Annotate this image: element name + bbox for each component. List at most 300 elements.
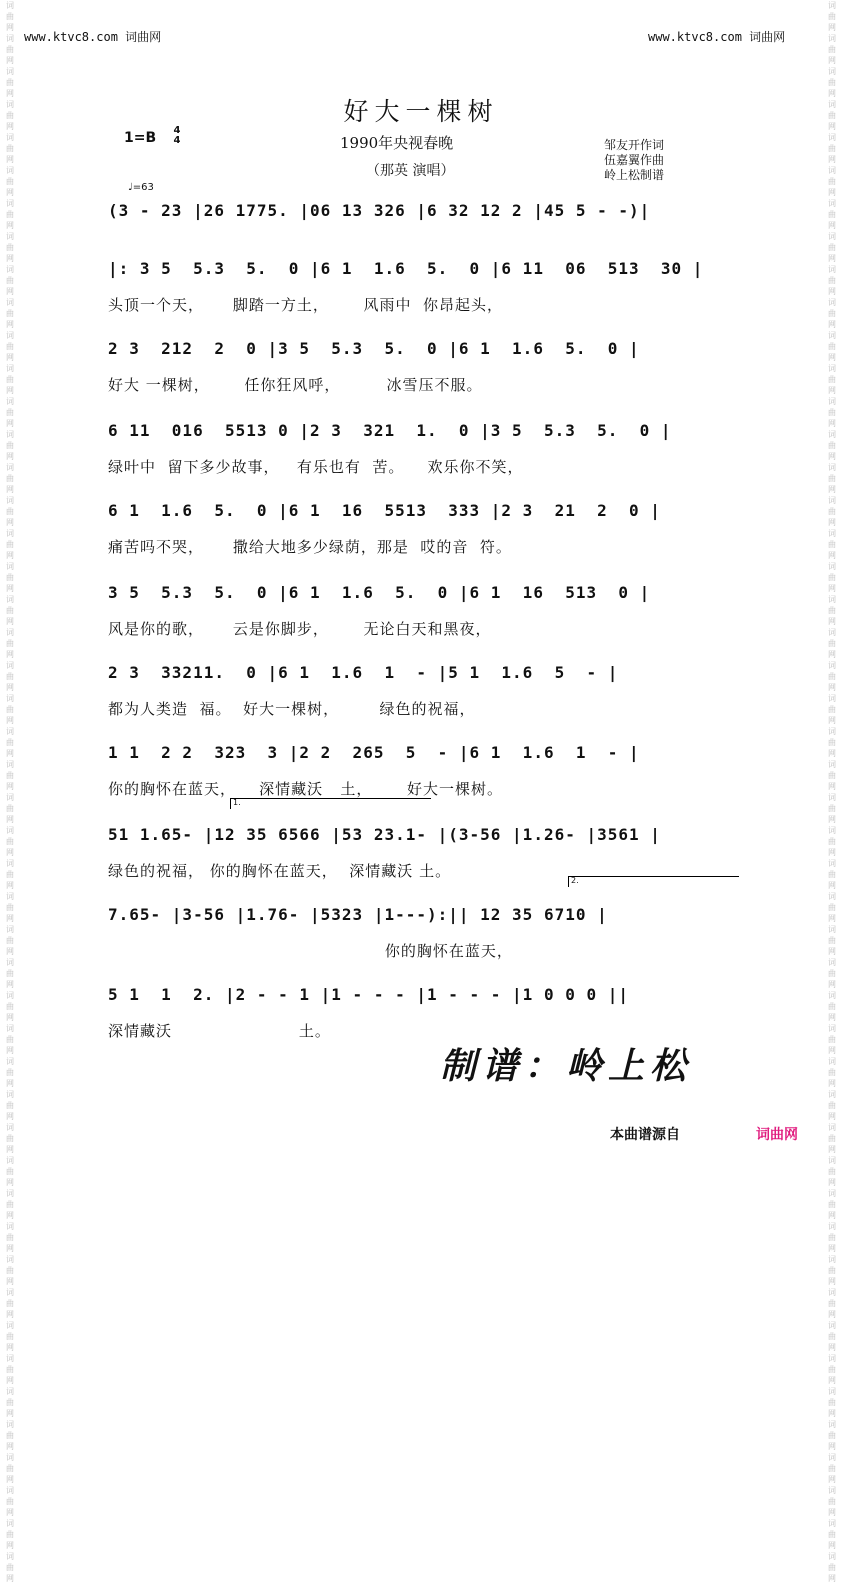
credit-composer: 伍嘉翼作曲: [604, 153, 665, 167]
watermark-glyph: 曲: [828, 243, 836, 252]
watermark-glyph: 曲: [828, 837, 836, 846]
watermark-glyph: 曲: [6, 1563, 14, 1572]
watermark-glyph: 词: [828, 529, 836, 538]
watermark-glyph: 网: [6, 848, 14, 857]
watermark-glyph: 曲: [828, 1464, 836, 1473]
watermark-glyph: 词: [828, 661, 836, 670]
watermark-glyph: 曲: [828, 1167, 836, 1176]
watermark-glyph: 网: [828, 1475, 836, 1484]
watermark-glyph: 词: [6, 298, 14, 307]
watermark-glyph: 词: [828, 1288, 836, 1297]
watermark-glyph: 曲: [6, 408, 14, 417]
watermark-glyph: 网: [828, 56, 836, 65]
watermark-glyph: 曲: [6, 903, 14, 912]
watermark-glyph: 曲: [828, 639, 836, 648]
watermark-glyph: 网: [828, 1574, 836, 1583]
watermark-glyph: 词: [6, 694, 14, 703]
watermark-glyph: 曲: [6, 771, 14, 780]
performer: （那英 演唱）: [366, 163, 455, 179]
watermark-glyph: 曲: [6, 540, 14, 549]
watermark-glyph: 词: [828, 925, 836, 934]
watermark-glyph: 曲: [6, 1398, 14, 1407]
watermark-glyph: 曲: [828, 78, 836, 87]
watermark-glyph: 词: [6, 562, 14, 571]
watermark-glyph: 词: [828, 298, 836, 307]
watermark-glyph: 词: [828, 1123, 836, 1132]
watermark-glyph: 曲: [6, 111, 14, 120]
watermark-glyph: 词: [6, 1189, 14, 1198]
watermark-glyph: 网: [6, 1475, 14, 1484]
watermark-glyph: 曲: [6, 672, 14, 681]
watermark-glyph: 网: [828, 353, 836, 362]
watermark-glyph: 网: [6, 221, 14, 230]
watermark-glyph: 曲: [828, 1233, 836, 1242]
watermark-glyph: 网: [6, 155, 14, 164]
watermark-glyph: 网: [6, 1178, 14, 1187]
watermark-glyph: 词: [6, 595, 14, 604]
lyrics-line: 都为人类造 福。 好大一棵树， 绿色的祝福，: [108, 700, 476, 718]
watermark-glyph: 词: [6, 958, 14, 967]
watermark-glyph: 词: [6, 1222, 14, 1231]
watermark-glyph: 词: [828, 793, 836, 802]
watermark-glyph: 曲: [828, 177, 836, 186]
lyrics-line: 头顶一个天， 脚踏一方土， 风雨中 你昂起头，: [108, 296, 503, 314]
watermark-glyph: 词: [828, 1255, 836, 1264]
watermark-glyph: 网: [828, 1409, 836, 1418]
watermark-glyph: 曲: [6, 936, 14, 945]
watermark-glyph: 曲: [828, 804, 836, 813]
watermark-glyph: 网: [828, 881, 836, 890]
watermark-glyph: 网: [6, 683, 14, 692]
watermark-glyph: 网: [6, 1013, 14, 1022]
watermark-glyph: 网: [828, 1178, 836, 1187]
watermark-glyph: 曲: [6, 210, 14, 219]
watermark-glyph: 网: [6, 1079, 14, 1088]
watermark-glyph: 曲: [828, 672, 836, 681]
watermark-glyph: 词: [6, 1123, 14, 1132]
watermark-glyph: 曲: [6, 1233, 14, 1242]
watermark-glyph: 网: [828, 254, 836, 263]
watermark-glyph: 词: [6, 1288, 14, 1297]
watermark-glyph: 曲: [828, 45, 836, 54]
watermark-glyph: 词: [6, 34, 14, 43]
watermark-glyph: 词: [828, 958, 836, 967]
watermark-glyph: 词: [6, 1156, 14, 1165]
watermark-glyph: 曲: [6, 144, 14, 153]
watermark-glyph: 网: [828, 23, 836, 32]
watermark-glyph: 词: [828, 133, 836, 142]
watermark-glyph: 词: [828, 265, 836, 274]
watermark-glyph: 词: [828, 463, 836, 472]
time-signature: [172, 126, 182, 146]
watermark-glyph: 网: [6, 1376, 14, 1385]
watermark-glyph: 网: [828, 716, 836, 725]
watermark-glyph: 词: [828, 1156, 836, 1165]
watermark-glyph: 曲: [828, 408, 836, 417]
watermark-glyph: 网: [828, 1079, 836, 1088]
watermark-glyph: 词: [6, 265, 14, 274]
watermark-glyph: 词: [828, 1387, 836, 1396]
watermark-glyph: 曲: [828, 342, 836, 351]
melody-notes: 2 3 212 2 0 |3 5 5.3 5. 0 |6 1 1.6 5. 0 |: [108, 339, 640, 358]
watermark-glyph: 词: [828, 991, 836, 1000]
watermark-glyph: 词: [828, 1189, 836, 1198]
watermark-glyph: 曲: [828, 903, 836, 912]
watermark-glyph: 网: [6, 617, 14, 626]
watermark-glyph: 网: [6, 56, 14, 65]
watermark-glyph: 曲: [828, 309, 836, 318]
watermark-glyph: 曲: [6, 705, 14, 714]
watermark-glyph: 网: [828, 1244, 836, 1253]
watermark-glyph: 曲: [6, 507, 14, 516]
watermark-glyph: 曲: [6, 1464, 14, 1473]
watermark-glyph: 网: [828, 1013, 836, 1022]
watermark-glyph: 词: [828, 760, 836, 769]
watermark-glyph: 词: [6, 1354, 14, 1363]
watermark-glyph: 词: [828, 1222, 836, 1231]
watermark-glyph: 曲: [828, 1299, 836, 1308]
melody-notes: 7.65- |3-56 |1.76- |5323 |1---):|| 12 35 6710 |: [108, 905, 608, 924]
watermark-glyph: 网: [6, 1508, 14, 1517]
watermark-right: [824, 0, 840, 1583]
watermark-glyph: 词: [6, 232, 14, 241]
lyrics-line: 深情藏沃 土。: [108, 1022, 331, 1040]
watermark-glyph: 曲: [6, 1332, 14, 1341]
watermark-glyph: 网: [6, 89, 14, 98]
watermark-glyph: 曲: [6, 1200, 14, 1209]
watermark-glyph: 词: [828, 1321, 836, 1330]
watermark-glyph: 曲: [6, 342, 14, 351]
watermark-glyph: 曲: [6, 1134, 14, 1143]
watermark-glyph: 词: [828, 1486, 836, 1495]
watermark-glyph: 词: [828, 232, 836, 241]
watermark-glyph: 网: [828, 1277, 836, 1286]
watermark-glyph: 曲: [6, 78, 14, 87]
watermark-glyph: 网: [6, 1277, 14, 1286]
watermark-glyph: 词: [828, 1420, 836, 1429]
melody-notes: 6 11 016 5513 0 |2 3 321 1. 0 |3 5 5.3 5. 0 |: [108, 421, 672, 440]
header-site-right: www.ktvc8.com 词曲网: [648, 30, 786, 44]
watermark-glyph: 曲: [6, 1497, 14, 1506]
watermark-glyph: 曲: [828, 474, 836, 483]
watermark-glyph: 曲: [6, 375, 14, 384]
volta-1: [230, 798, 431, 809]
watermark-glyph: 曲: [828, 1068, 836, 1077]
watermark-glyph: 网: [828, 1145, 836, 1154]
watermark-glyph: 网: [6, 782, 14, 791]
watermark-glyph: 词: [6, 364, 14, 373]
watermark-glyph: 曲: [6, 1431, 14, 1440]
watermark-glyph: 网: [6, 1211, 14, 1220]
watermark-glyph: 词: [828, 694, 836, 703]
watermark-glyph: 曲: [828, 1035, 836, 1044]
watermark-glyph: 词: [6, 1519, 14, 1528]
watermark-glyph: 曲: [6, 1167, 14, 1176]
watermark-glyph: 曲: [6, 45, 14, 54]
watermark-glyph: 网: [6, 122, 14, 131]
watermark-glyph: 曲: [828, 441, 836, 450]
lyrics-line: 风是你的歌， 云是你脚步， 无论白天和黑夜，: [108, 620, 492, 638]
watermark-glyph: 词: [828, 1552, 836, 1561]
watermark-glyph: 网: [828, 1211, 836, 1220]
watermark-glyph: 词: [6, 397, 14, 406]
watermark-glyph: 词: [828, 826, 836, 835]
watermark-glyph: 曲: [828, 1431, 836, 1440]
credits: [604, 138, 664, 183]
watermark-glyph: 网: [6, 914, 14, 923]
watermark-glyph: 网: [828, 89, 836, 98]
watermark-left: [2, 0, 18, 1583]
watermark-glyph: 网: [6, 1046, 14, 1055]
watermark-glyph: 词: [6, 133, 14, 142]
watermark-glyph: 曲: [828, 12, 836, 21]
watermark-glyph: 词: [828, 364, 836, 373]
watermark-glyph: 词: [6, 496, 14, 505]
watermark-glyph: 曲: [6, 837, 14, 846]
watermark-glyph: 词: [6, 925, 14, 934]
watermark-glyph: 词: [6, 991, 14, 1000]
watermark-glyph: 网: [6, 419, 14, 428]
watermark-glyph: 曲: [6, 441, 14, 450]
subtitle: 1990年央视春晚: [340, 134, 454, 152]
watermark-glyph: 网: [828, 1310, 836, 1319]
volta-1-label: 1.: [233, 798, 241, 807]
watermark-glyph: 网: [6, 584, 14, 593]
watermark-glyph: 曲: [6, 606, 14, 615]
watermark-glyph: 曲: [828, 573, 836, 582]
watermark-glyph: 网: [828, 1112, 836, 1121]
melody-notes: 1 1 2 2 323 3 |2 2 265 5 - |6 1 1.6 1 - |: [108, 743, 640, 762]
watermark-glyph: 网: [828, 518, 836, 527]
watermark-glyph: 词: [828, 67, 836, 76]
volta-2-label: 2.: [571, 876, 579, 885]
watermark-glyph: 网: [6, 749, 14, 758]
watermark-glyph: 曲: [6, 1299, 14, 1308]
lyrics-line: 绿叶中 留下多少故事， 有乐也有 苦。 欢乐你不笑，: [108, 458, 524, 476]
watermark-glyph: 网: [6, 815, 14, 824]
melody-notes: 6 1 1.6 5. 0 |6 1 16 5513 333 |2 3 21 2 0 |: [108, 501, 661, 520]
watermark-glyph: 词: [828, 562, 836, 571]
watermark-glyph: 曲: [6, 1530, 14, 1539]
watermark-glyph: 词: [6, 529, 14, 538]
watermark-glyph: 曲: [6, 243, 14, 252]
credit-transcriber: 岭上松制谱: [604, 168, 665, 182]
watermark-glyph: 曲: [6, 276, 14, 285]
melody-notes: 51 1.65- |12 35 6566 |53 23.1- |(3-56 |1.26- |3561 |: [108, 825, 661, 844]
watermark-glyph: 网: [828, 122, 836, 131]
watermark-glyph: 网: [6, 1244, 14, 1253]
watermark-glyph: 网: [6, 452, 14, 461]
watermark-glyph: 词: [828, 331, 836, 340]
watermark-glyph: 网: [6, 353, 14, 362]
volta-2: [568, 876, 739, 887]
watermark-glyph: 网: [828, 683, 836, 692]
watermark-glyph: 网: [828, 452, 836, 461]
watermark-glyph: 词: [828, 595, 836, 604]
watermark-glyph: 词: [6, 661, 14, 670]
watermark-glyph: 曲: [828, 1002, 836, 1011]
watermark-glyph: 曲: [828, 606, 836, 615]
watermark-glyph: 网: [6, 254, 14, 263]
watermark-glyph: 曲: [828, 1563, 836, 1572]
watermark-glyph: 词: [6, 628, 14, 637]
watermark-glyph: 曲: [828, 1200, 836, 1209]
watermark-glyph: 词: [6, 1552, 14, 1561]
time-sig-bottom: 4: [173, 135, 181, 146]
watermark-glyph: 网: [828, 782, 836, 791]
watermark-glyph: 词: [6, 199, 14, 208]
watermark-glyph: 曲: [828, 1398, 836, 1407]
watermark-glyph: 词: [828, 1354, 836, 1363]
lyrics-line: 你的胸怀在蓝天， 深情藏沃 土， 好大一棵树。: [108, 780, 503, 798]
watermark-glyph: 曲: [828, 375, 836, 384]
watermark-glyph: 曲: [828, 507, 836, 516]
melody-notes: |: 3 5 5.3 5. 0 |6 1 1.6 5. 0 |6 11 06 513 30 |: [108, 259, 704, 278]
watermark-glyph: 曲: [828, 1134, 836, 1143]
watermark-glyph: 词: [828, 1090, 836, 1099]
watermark-glyph: 网: [828, 1343, 836, 1352]
watermark-glyph: 网: [6, 716, 14, 725]
watermark-glyph: 词: [828, 1057, 836, 1066]
watermark-glyph: 网: [6, 188, 14, 197]
watermark-glyph: 词: [6, 1420, 14, 1429]
watermark-glyph: 曲: [6, 573, 14, 582]
watermark-glyph: 词: [6, 793, 14, 802]
watermark-glyph: 曲: [6, 474, 14, 483]
watermark-glyph: 网: [828, 386, 836, 395]
header-site-left: www.ktvc8.com 词曲网: [24, 30, 162, 44]
watermark-glyph: 网: [6, 1112, 14, 1121]
melody-notes: 5 1 1 2. |2 - - 1 |1 - - - |1 - - - |1 0 0 0 ||: [108, 985, 630, 1004]
watermark-glyph: 词: [828, 34, 836, 43]
watermark-glyph: 网: [6, 287, 14, 296]
watermark-glyph: 词: [828, 628, 836, 637]
watermark-glyph: 曲: [6, 1101, 14, 1110]
watermark-glyph: 曲: [6, 1035, 14, 1044]
watermark-glyph: 网: [6, 1343, 14, 1352]
watermark-glyph: 曲: [828, 771, 836, 780]
watermark-glyph: 网: [828, 1442, 836, 1451]
watermark-glyph: 曲: [6, 969, 14, 978]
watermark-glyph: 网: [6, 1409, 14, 1418]
watermark-glyph: 网: [828, 947, 836, 956]
watermark-glyph: 网: [828, 188, 836, 197]
watermark-glyph: 网: [6, 980, 14, 989]
watermark-glyph: 网: [828, 320, 836, 329]
watermark-glyph: 词: [6, 826, 14, 835]
watermark-glyph: 网: [6, 650, 14, 659]
watermark-glyph: 曲: [6, 309, 14, 318]
watermark-glyph: 词: [828, 1519, 836, 1528]
watermark-glyph: 网: [828, 485, 836, 494]
watermark-glyph: 词: [828, 1024, 836, 1033]
watermark-glyph: 曲: [6, 177, 14, 186]
lyrics-line: 你的胸怀在蓝天，: [108, 942, 513, 960]
watermark-glyph: 词: [6, 67, 14, 76]
watermark-glyph: 词: [828, 166, 836, 175]
watermark-glyph: 词: [6, 760, 14, 769]
watermark-glyph: 网: [828, 1376, 836, 1385]
watermark-glyph: 曲: [828, 1497, 836, 1506]
watermark-glyph: 曲: [6, 870, 14, 879]
watermark-glyph: 曲: [6, 738, 14, 747]
watermark-glyph: 词: [6, 727, 14, 736]
time-sig-top: 4: [173, 125, 181, 136]
watermark-glyph: 网: [6, 23, 14, 32]
watermark-glyph: 网: [828, 551, 836, 560]
watermark-glyph: 网: [6, 1310, 14, 1319]
key-signature: 1=B: [124, 130, 157, 146]
watermark-glyph: 网: [6, 1541, 14, 1550]
watermark-glyph: 网: [6, 551, 14, 560]
watermark-glyph: 词: [6, 859, 14, 868]
watermark-glyph: 曲: [6, 804, 14, 813]
watermark-glyph: 词: [6, 1, 14, 10]
watermark-glyph: 曲: [6, 1002, 14, 1011]
footer-source: 本曲谱源自: [610, 1127, 680, 1143]
watermark-glyph: 曲: [828, 738, 836, 747]
watermark-glyph: 词: [6, 1057, 14, 1066]
watermark-glyph: 曲: [6, 12, 14, 21]
watermark-glyph: 网: [828, 1541, 836, 1550]
lyrics-line: 痛苦吗不哭， 撒给大地多少绿荫，那是 哎的音 符。: [108, 538, 512, 556]
melody-notes: 3 5 5.3 5. 0 |6 1 1.6 5. 0 |6 1 16 513 0 |: [108, 583, 651, 602]
watermark-glyph: 网: [828, 1046, 836, 1055]
watermark-glyph: 曲: [828, 1365, 836, 1374]
watermark-glyph: 词: [6, 892, 14, 901]
watermark-glyph: 网: [828, 980, 836, 989]
watermark-glyph: 网: [6, 320, 14, 329]
watermark-glyph: 网: [828, 287, 836, 296]
watermark-glyph: 词: [6, 1321, 14, 1330]
watermark-glyph: 词: [828, 397, 836, 406]
watermark-glyph: 词: [6, 166, 14, 175]
watermark-glyph: 曲: [828, 111, 836, 120]
watermark-glyph: 曲: [828, 870, 836, 879]
watermark-glyph: 网: [6, 485, 14, 494]
watermark-glyph: 词: [6, 1486, 14, 1495]
watermark-glyph: 网: [828, 848, 836, 857]
watermark-glyph: 曲: [828, 144, 836, 153]
watermark-glyph: 曲: [828, 276, 836, 285]
watermark-glyph: 网: [6, 1442, 14, 1451]
watermark-glyph: 词: [828, 727, 836, 736]
song-title: 好大一棵树: [343, 97, 499, 126]
watermark-glyph: 词: [6, 1453, 14, 1462]
watermark-glyph: 曲: [6, 1068, 14, 1077]
watermark-glyph: 词: [828, 892, 836, 901]
watermark-glyph: 词: [828, 430, 836, 439]
watermark-glyph: 词: [6, 463, 14, 472]
watermark-glyph: 词: [828, 100, 836, 109]
watermark-glyph: 词: [6, 331, 14, 340]
watermark-glyph: 词: [6, 100, 14, 109]
watermark-glyph: 网: [828, 749, 836, 758]
watermark-glyph: 网: [828, 1508, 836, 1517]
watermark-glyph: 网: [6, 1145, 14, 1154]
watermark-glyph: 网: [828, 914, 836, 923]
watermark-glyph: 词: [6, 1255, 14, 1264]
watermark-glyph: 曲: [6, 1266, 14, 1275]
watermark-glyph: 词: [6, 1090, 14, 1099]
watermark-glyph: 词: [6, 1387, 14, 1396]
watermark-glyph: 网: [828, 419, 836, 428]
watermark-glyph: 曲: [828, 540, 836, 549]
watermark-glyph: 网: [6, 881, 14, 890]
melody-notes: (3 - 23 |26 1775. |06 13 326 |6 32 12 2 |45 5 - -)|: [108, 201, 651, 220]
watermark-glyph: 词: [828, 199, 836, 208]
watermark-glyph: 词: [828, 1, 836, 10]
